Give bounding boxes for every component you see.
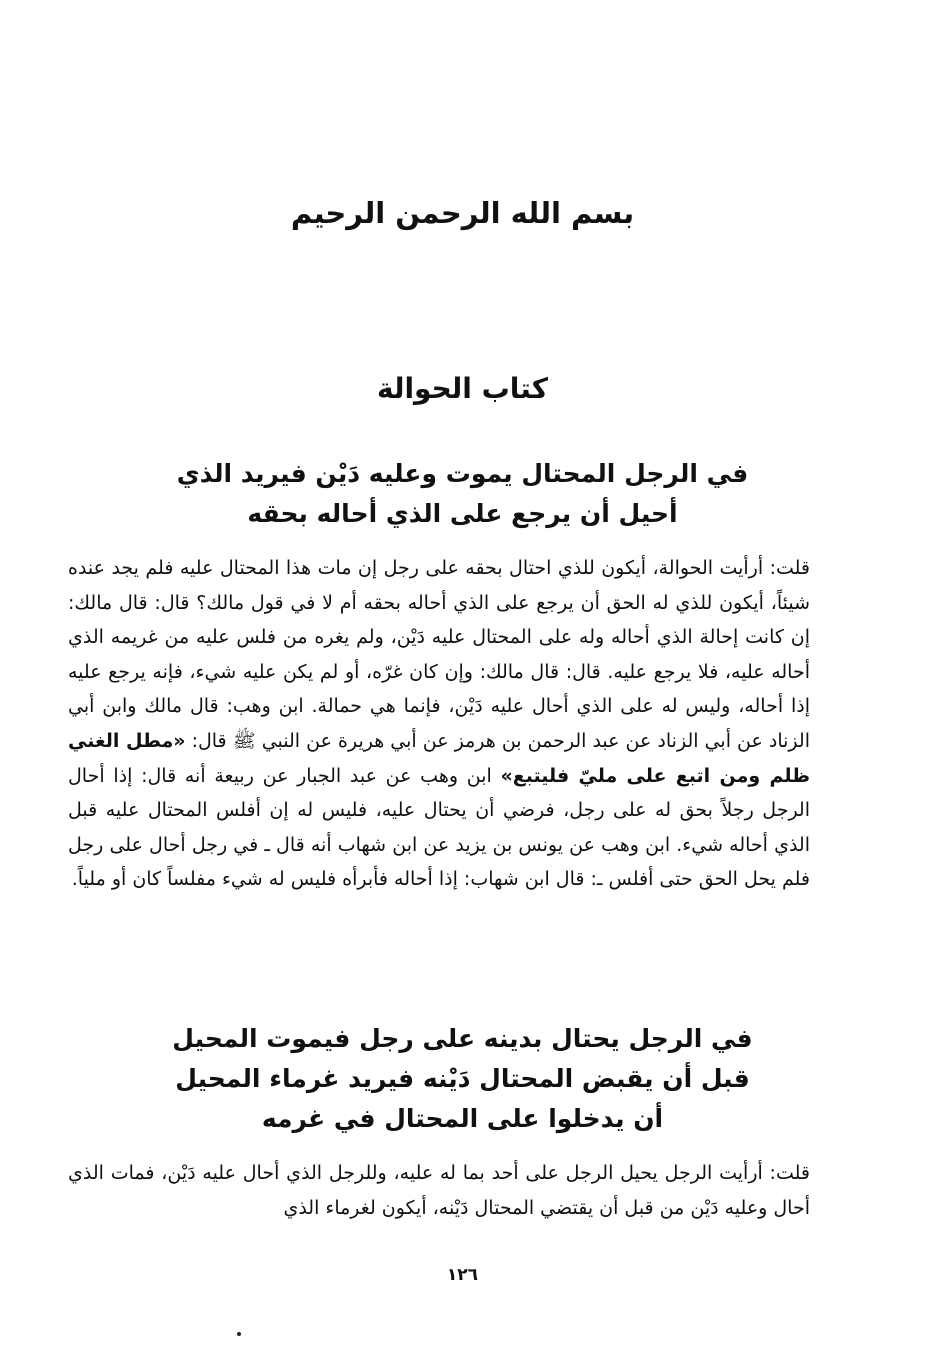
basmala: بسم الله الرحمن الرحيم <box>290 196 635 230</box>
paragraph-text: ابن وهب عن عبد الجبار عن ربيعة أنه قال: إذا أحال الرجل رجلاً بحق له على رجل، فرضي أن يحتال عليه، فليس له إن أفلس المحتال عليه قبل الذي أحاله شيء. ابن وهب عن يونس بن يزيد عن ابن شهاب أنه قال ـ في رجل أحال على رجل فلم يحل الحق حتى أفلس ـ: قال ابن شهاب: إذا أحاله فأبرأه فليس له شيء مفلساً كان أو ملياً. <box>68 764 810 891</box>
section-heading-1-line-2: أحيل أن يرجع على الذي أحاله بحقه <box>247 499 678 528</box>
book-title: كتاب الحوالة <box>376 372 549 405</box>
section-heading-2-line-3: أن يدخلوا على المحتال في غرمه <box>261 1104 664 1133</box>
section-2-paragraph: قلت: أرأيت الرجل يحيل الرجل على أحد بما له عليه، وللرجل الذي أحال عليه دَيْن، فمات الذي أحال وعليه دَيْن من قبل أن يقتضي المحتال دَيْنه، أيكون لغرماء الذي <box>68 1162 810 1219</box>
section-heading-2 <box>120 1019 805 1139</box>
section-heading-1-line-1: في الرجل المحتال يموت وعليه دَيْن فيريد الذي <box>176 459 749 488</box>
page-number: ١٢٦ <box>446 1265 479 1285</box>
ink-speck <box>237 1332 241 1336</box>
paragraph-text: قلت: أرأيت الحوالة، أيكون للذي احتال بحقه على رجل إن مات هذا المحتال عليه فلم يجد عنده شيئاً، أيكون للذي له الحق أن يرجع على الذي أحاله بحقه أم لا في قول مالك؟ قال: قال مالك: إن كانت إحالة الذي أحاله وله على المحتال عليه دَيْن، ولم يغره من فلس عليه من غريمه الذي أحاله عليه، فلا يرجع عليه. قال: قال مالك: وإن كان غرّه، أو لم يكن عليه شيء، فإنه يرجع عليه إذا أحاله، وليس له على الذي أحال عليه دَيْن، فإنما هي حمالة. ابن وهب: قال مالك وابن أبي الزناد عن أبي الزناد عن عبد الرحمن بن هرمز عن أبي هريرة عن النبي ﷺ قال: <box>68 557 810 752</box>
section-heading-2-line-2: قبل أن يقبض المحتال دَيْنه فيريد غرماء المحيل <box>175 1064 750 1093</box>
section-heading-1 <box>120 454 805 534</box>
section-1-paragraph <box>68 551 810 897</box>
section-heading-2-line-1: في الرجل يحتال بدينه على رجل فيموت المحيل <box>172 1024 753 1053</box>
hadith-quote: «مطل الغني ظلم ومن اتبع على مليّ فليتبع» <box>68 729 810 787</box>
